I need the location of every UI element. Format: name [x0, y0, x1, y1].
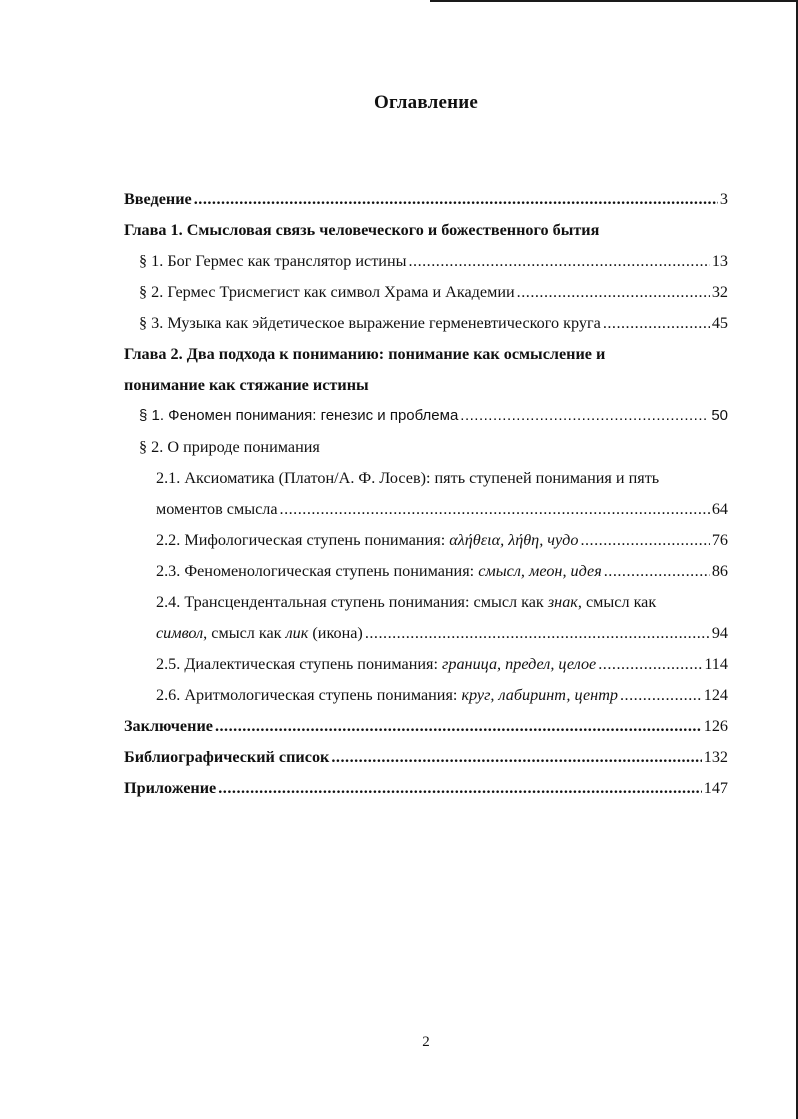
- toc-label: § 2. Гермес Трисмегист как символ Храма и Академии: [139, 283, 515, 301]
- toc-label: [156, 621, 363, 645]
- toc-page-number: 94: [711, 624, 728, 642]
- toc-label: Глава 2. Два подхода к пониманию: понимание как осмысление и: [124, 345, 606, 363]
- toc-label: § 1. Бог Гермес как транслятор истины: [139, 252, 407, 270]
- toc-label: Глава 1. Смысловая связь человеческого и божественного бытия: [124, 221, 600, 239]
- toc-label-italic: лик: [285, 624, 309, 642]
- toc-label-text: 2.2. Мифологическая ступень понимания:: [156, 531, 450, 549]
- toc-label: [156, 683, 618, 707]
- toc-entry-appendix: [124, 776, 728, 800]
- toc-leader: [365, 621, 710, 645]
- toc-label: понимание как стяжание истины: [124, 376, 369, 394]
- toc-label: Приложение: [124, 779, 217, 797]
- toc-entry-ch2-s2: [139, 435, 728, 459]
- toc-label: [156, 528, 578, 552]
- toc-leader: [331, 745, 701, 769]
- toc-label: [156, 652, 596, 676]
- toc-entry-2-1-line-2: [156, 497, 728, 521]
- toc-label-text: 2.4. Трансцендентальная ступень понимания: смысл как: [156, 593, 548, 611]
- toc-entry-2-6: [156, 683, 728, 707]
- toc-label-text: 2.3. Феноменологическая ступень понимания:: [156, 562, 479, 580]
- toc-label-text: , смысл как: [577, 593, 657, 611]
- toc-entry-2-3: [156, 559, 728, 583]
- scan-edge-top: [430, 0, 798, 2]
- toc-leader: [218, 776, 701, 800]
- toc-page-number: 13: [711, 252, 728, 270]
- toc-entry-2-4-line-2: [156, 621, 728, 645]
- toc-entry-bibliography: [124, 745, 728, 769]
- toc-label-italic: символ: [156, 624, 204, 642]
- toc-leader: [604, 559, 710, 583]
- toc-chapter-1-heading: [124, 218, 728, 242]
- toc-page-number: 114: [704, 655, 728, 673]
- toc-label-italic: αλήθεια, λήθη, чудо: [449, 531, 579, 549]
- toc-entry-introduction: [124, 187, 728, 211]
- toc-entry-conclusion: [124, 714, 728, 738]
- toc-entry-ch2-s1: [139, 404, 728, 428]
- toc-label-text: 2.6. Аритмологическая ступень понимания:: [156, 686, 462, 704]
- toc-leader: [215, 714, 702, 738]
- toc-leader: [580, 528, 709, 552]
- toc-label-italic: граница, предел, целое: [442, 655, 597, 673]
- toc-label: § 3. Музыка как эйдетическое выражение герменевтического круга: [139, 314, 601, 332]
- toc-chapter-2-heading-line-1: [124, 342, 728, 366]
- toc-page-number: 3: [719, 190, 728, 208]
- toc-label-italic: смысл, меон, идея: [478, 562, 602, 580]
- toc-label: § 2. О природе понимания: [139, 438, 320, 456]
- toc-label: [156, 590, 656, 614]
- toc-leader: [517, 280, 710, 304]
- toc-label-italic: знак: [547, 593, 578, 611]
- toc-page-number: 147: [703, 779, 728, 797]
- toc-entry-ch1-s2: [139, 280, 728, 304]
- toc-leader: [280, 497, 710, 521]
- toc-page-number: 32: [711, 283, 728, 301]
- page-title: Оглавление: [373, 92, 479, 113]
- toc-page-number: 126: [703, 717, 728, 735]
- toc-entry-ch1-s3: [139, 311, 728, 335]
- toc-page-number: 132: [703, 748, 728, 766]
- toc-entry-2-5: [156, 652, 728, 676]
- toc-entry-2-4-line-1: [156, 590, 728, 614]
- toc-label-italic: круг, лабиринт, центр: [461, 686, 618, 704]
- toc-leader: [598, 652, 702, 676]
- toc-label-text: 2.5. Диалектическая ступень понимания:: [156, 655, 443, 673]
- toc-label: 2.1. Аксиоматика (Платон/А. Ф. Лосев): пять ступеней понимания и пять: [156, 469, 660, 487]
- toc-chapter-2-heading-line-2: [124, 373, 728, 397]
- toc-label-text: (икона): [308, 624, 363, 642]
- toc-leader: [460, 404, 709, 428]
- toc-page-number: 45: [711, 314, 728, 332]
- toc-leader: [408, 249, 709, 273]
- toc-label: Заключение: [124, 717, 213, 735]
- toc-label: § 1. Феномен понимания: генезис и проблема: [139, 407, 459, 424]
- toc-page-number: 50: [711, 407, 728, 424]
- toc-leader: [194, 187, 718, 211]
- toc-entry-ch1-s1: [139, 249, 728, 273]
- toc-entry-2-1-line-1: [156, 466, 728, 490]
- toc-label: моментов смысла: [156, 500, 278, 518]
- toc-label-text: , смысл как: [203, 624, 286, 642]
- toc-leader: [603, 311, 710, 335]
- toc-entry-2-2: [156, 528, 728, 552]
- toc-page-number: 64: [711, 500, 728, 518]
- toc-page-number: 124: [703, 686, 728, 704]
- toc-label: [156, 559, 602, 583]
- toc-label: Библиографический список: [124, 748, 330, 766]
- toc-page-number: 76: [711, 531, 728, 549]
- toc-label: Введение: [124, 190, 192, 208]
- page-number: 2: [422, 1034, 430, 1050]
- toc-leader: [620, 683, 702, 707]
- toc-page-number: 86: [711, 562, 728, 580]
